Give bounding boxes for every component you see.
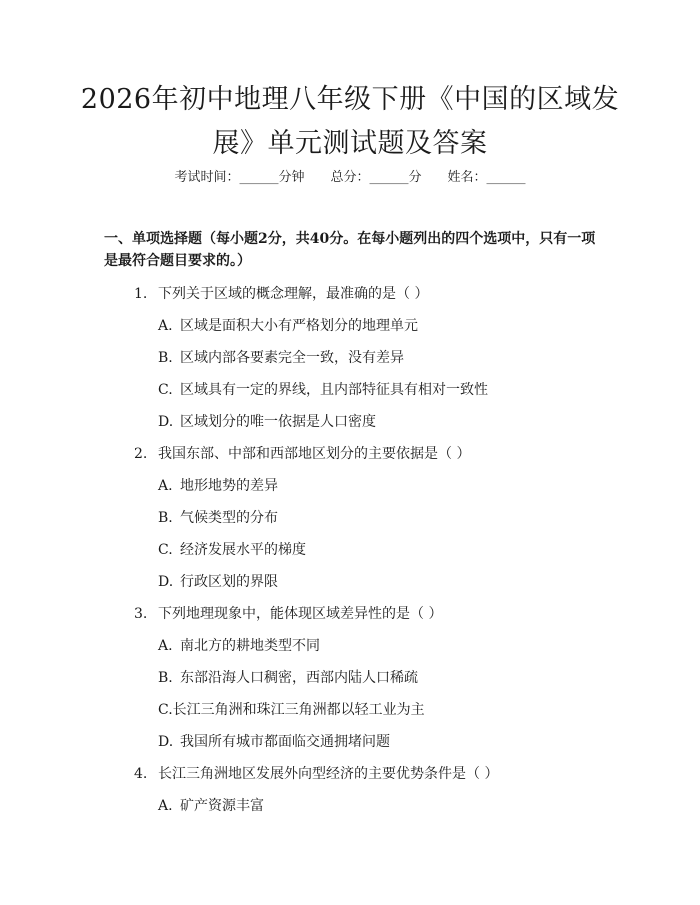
option-text: 区域内部各要素完全一致，没有差异 (180, 350, 404, 366)
section-heading: 一、单项选择题（每小题2分，共40分。在每小题列出的四个选项中，只有一项是最符合题目要求的。） (104, 231, 596, 269)
option-text: 矿产资源丰富 (180, 798, 264, 814)
exam-name-field: 姓名：______ (447, 170, 526, 185)
question-1 (134, 283, 428, 303)
title-line-1: 2026年初中地理八年级下册《中国的区域发 (80, 84, 620, 115)
option-text: 我国所有城市都面临交通拥堵问题 (180, 734, 390, 750)
question-4 (134, 763, 498, 783)
option-text: 东部沿海人口稠密，西部内陆人口稀疏 (180, 670, 418, 686)
option-label: D. (158, 414, 174, 430)
option-label: D. (158, 734, 174, 750)
option-text: 行政区划的界限 (180, 574, 278, 590)
question-number: 2. (134, 446, 148, 462)
question-text: 下列地理现象中，能体现区域差异性的是（ ） (158, 606, 443, 622)
option-text: 区域具有一定的界线，且内部特征具有相对一致性 (180, 382, 488, 398)
question-text: 长江三角洲地区发展外向型经济的主要优势条件是（ ） (158, 766, 499, 782)
question-3 (134, 603, 442, 623)
q3-option-d (158, 731, 390, 751)
question-2 (134, 443, 470, 463)
question-number: 4. (134, 766, 148, 782)
option-text: 区域划分的唯一依据是人口密度 (180, 414, 376, 430)
option-label: C. (158, 702, 173, 718)
q2-option-b (158, 507, 278, 527)
q1-option-b (158, 347, 404, 367)
option-label: C. (158, 542, 173, 558)
q3-option-b (158, 667, 418, 687)
q1-option-d (158, 411, 376, 431)
q3-option-c (158, 699, 425, 719)
option-text: 区域是面积大小有严格划分的地理单元 (180, 318, 418, 334)
option-label: C. (158, 382, 173, 398)
option-label: A. (158, 638, 173, 654)
q1-option-a (158, 315, 418, 335)
option-text: 长江三角洲和珠江三角洲都以轻工业为主 (172, 702, 425, 718)
question-number: 1. (134, 286, 148, 302)
exam-meta (0, 166, 700, 185)
title-line-2: 展》单元测试题及答案 (212, 128, 488, 159)
option-label: D. (158, 574, 174, 590)
option-text: 气候类型的分布 (180, 510, 278, 526)
option-label: B. (158, 510, 173, 526)
q1-option-c (158, 379, 488, 399)
question-number: 3. (134, 606, 148, 622)
option-text: 南北方的耕地类型不同 (180, 638, 320, 654)
option-label: A. (158, 318, 173, 334)
option-text: 地形地势的差异 (180, 478, 278, 494)
question-text: 下列关于区域的概念理解，最准确的是（ ） (158, 286, 429, 302)
option-text: 经济发展水平的梯度 (180, 542, 306, 558)
option-label: A. (158, 478, 173, 494)
option-label: B. (158, 670, 173, 686)
option-label: A. (158, 798, 173, 814)
q2-option-d (158, 571, 278, 591)
q2-option-c (158, 539, 306, 559)
q3-option-a (158, 635, 320, 655)
exam-time: 考试时间：______分钟 (174, 170, 305, 185)
question-text: 我国东部、中部和西部地区划分的主要依据是（ ） (158, 446, 471, 462)
q4-option-a (158, 795, 264, 815)
option-label: B. (158, 350, 173, 366)
document-title (60, 78, 640, 166)
exam-total-score: 总分：______分 (330, 170, 422, 185)
q2-option-a (158, 475, 278, 495)
